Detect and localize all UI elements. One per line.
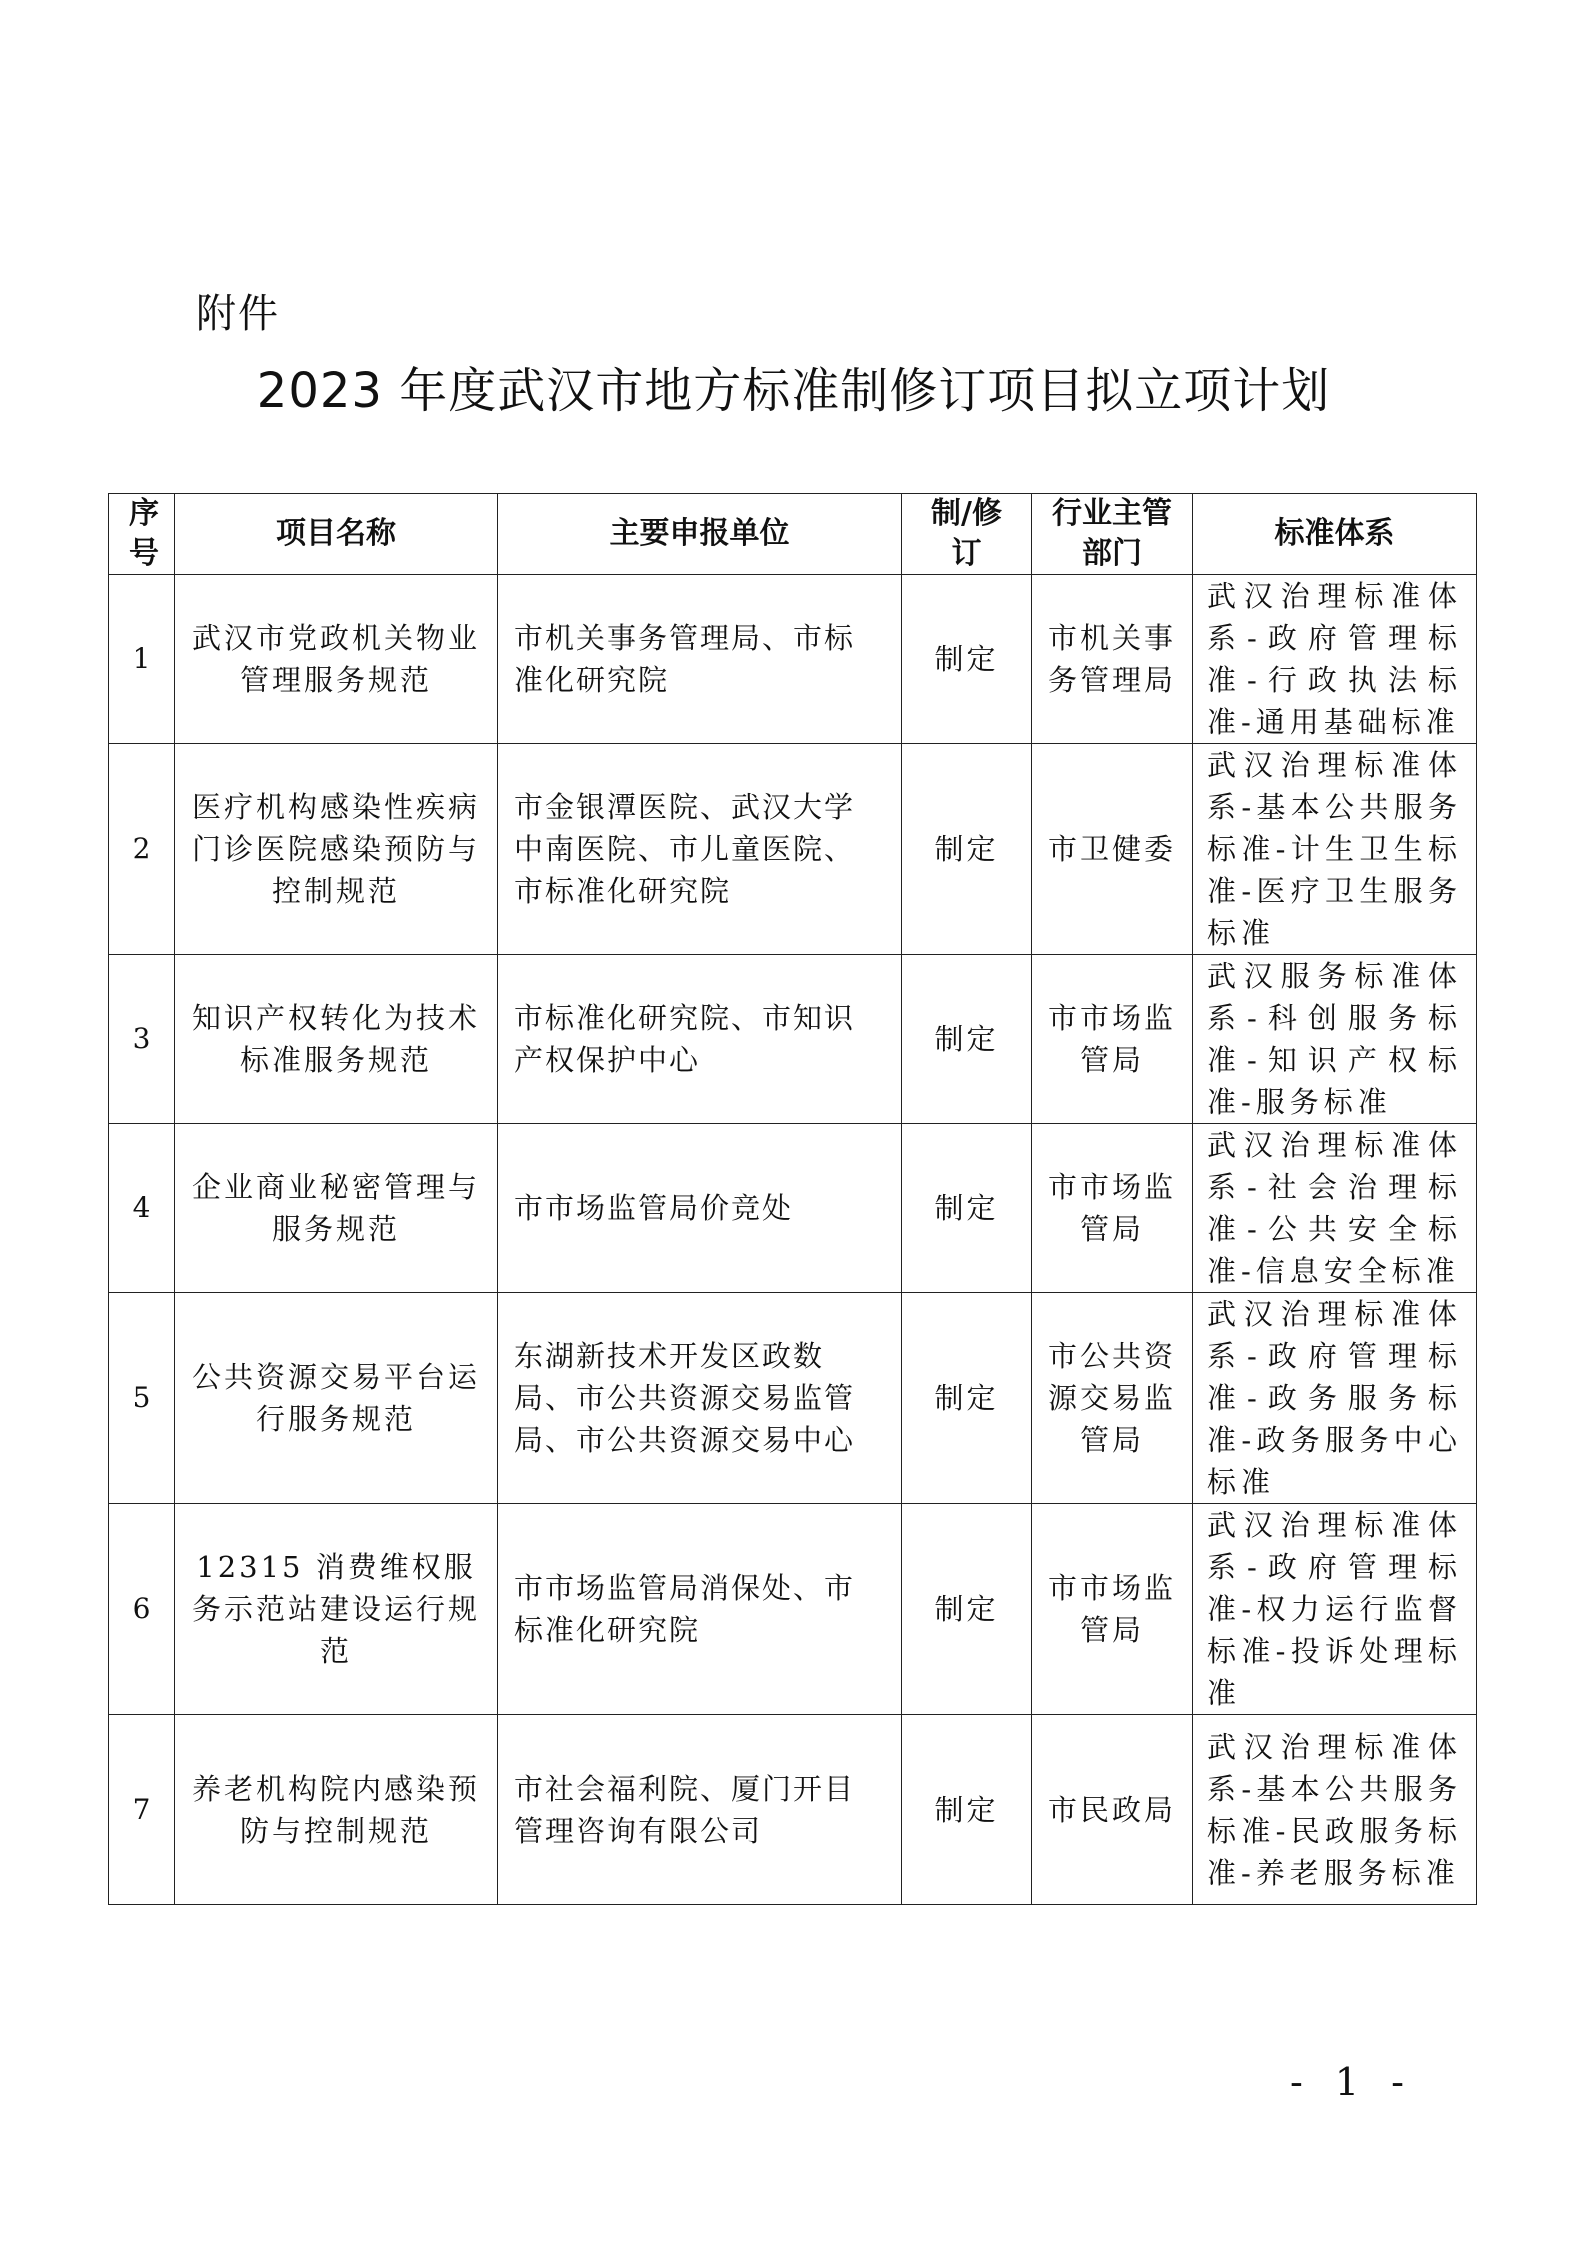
cell-type: 制定 (902, 1293, 1032, 1504)
cell-type: 制定 (902, 1715, 1032, 1905)
table-row (109, 744, 1477, 955)
cell-unit: 市标准化研究院、市知识产权保护中心 (498, 955, 902, 1124)
page-title: 2023 年度武汉市地方标准制修订项目拟立项计划 (256, 363, 1331, 419)
cell-name: 公共资源交易平台运行服务规范 (175, 1293, 498, 1504)
cell-no: 7 (109, 1715, 175, 1905)
cell-unit: 市市场监管局消保处、市标准化研究院 (498, 1504, 902, 1715)
cell-system: 武汉治理标准体系-基本公共服务标准-计生卫生标准-医疗卫生服务标准 (1193, 744, 1477, 955)
cell-system: 武汉服务标准体系-科创服务标准-知识产权标准-服务标准 (1193, 955, 1477, 1124)
cell-unit: 市市场监管局价竞处 (498, 1124, 902, 1293)
cell-no: 4 (109, 1124, 175, 1293)
table-header-row (109, 494, 1477, 575)
table-row (109, 1504, 1477, 1715)
cell-no: 2 (109, 744, 175, 955)
cell-dept: 市市场监管局 (1032, 1124, 1193, 1293)
table-row (109, 1715, 1477, 1905)
cell-system: 武汉治理标准体系-政府管理标准-权力运行监督标准-投诉处理标准 (1193, 1504, 1477, 1715)
header-unit: 主要申报单位 (498, 494, 902, 575)
cell-name: 12315 消费维权服务示范站建设运行规范 (175, 1504, 498, 1715)
attachment-label: 附件 (196, 291, 280, 337)
cell-dept: 市公共资源交易监管局 (1032, 1293, 1193, 1504)
cell-type: 制定 (902, 955, 1032, 1124)
cell-system: 武汉治理标准体系-政府管理标准-行政执法标准-通用基础标准 (1193, 575, 1477, 744)
table-row (109, 1293, 1477, 1504)
cell-unit: 市社会福利院、厦门开目管理咨询有限公司 (498, 1715, 902, 1905)
cell-unit: 东湖新技术开发区政数局、市公共资源交易监管局、市公共资源交易中心 (498, 1293, 902, 1504)
table-row (109, 955, 1477, 1124)
cell-name: 企业商业秘密管理与服务规范 (175, 1124, 498, 1293)
cell-dept: 市民政局 (1032, 1715, 1193, 1905)
header-system: 标准体系 (1193, 494, 1477, 575)
cell-system: 武汉治理标准体系-社会治理标准-公共安全标准-信息安全标准 (1193, 1124, 1477, 1293)
cell-type: 制定 (902, 1124, 1032, 1293)
header-type: 制/修订 (902, 494, 1032, 575)
header-no: 序号 (109, 494, 175, 575)
cell-type: 制定 (902, 1504, 1032, 1715)
cell-no: 3 (109, 955, 175, 1124)
header-name: 项目名称 (175, 494, 498, 575)
cell-name: 知识产权转化为技术标准服务规范 (175, 955, 498, 1124)
cell-no: 1 (109, 575, 175, 744)
cell-system: 武汉治理标准体系-基本公共服务标准-民政服务标准-养老服务标准 (1193, 1715, 1477, 1905)
cell-system: 武汉治理标准体系-政府管理标准-政务服务标准-政务服务中心标准 (1193, 1293, 1477, 1504)
header-dept: 行业主管部门 (1032, 494, 1193, 575)
cell-name: 养老机构院内感染预防与控制规范 (175, 1715, 498, 1905)
cell-name: 武汉市党政机关物业管理服务规范 (175, 575, 498, 744)
cell-unit: 市机关事务管理局、市标准化研究院 (498, 575, 902, 744)
cell-dept: 市市场监管局 (1032, 1504, 1193, 1715)
cell-dept: 市市场监管局 (1032, 955, 1193, 1124)
cell-type: 制定 (902, 744, 1032, 955)
cell-dept: 市机关事务管理局 (1032, 575, 1193, 744)
cell-no: 6 (109, 1504, 175, 1715)
cell-type: 制定 (902, 575, 1032, 744)
cell-no: 5 (109, 1293, 175, 1504)
cell-dept: 市卫健委 (1032, 744, 1193, 955)
table-row (109, 1124, 1477, 1293)
cell-name: 医疗机构感染性疾病门诊医院感染预防与控制规范 (175, 744, 498, 955)
table-row (109, 575, 1477, 744)
cell-unit: 市金银潭医院、武汉大学中南医院、市儿童医院、市标准化研究院 (498, 744, 902, 955)
project-table (108, 493, 1477, 1905)
page-number: - 1 - (1290, 2060, 1415, 2104)
